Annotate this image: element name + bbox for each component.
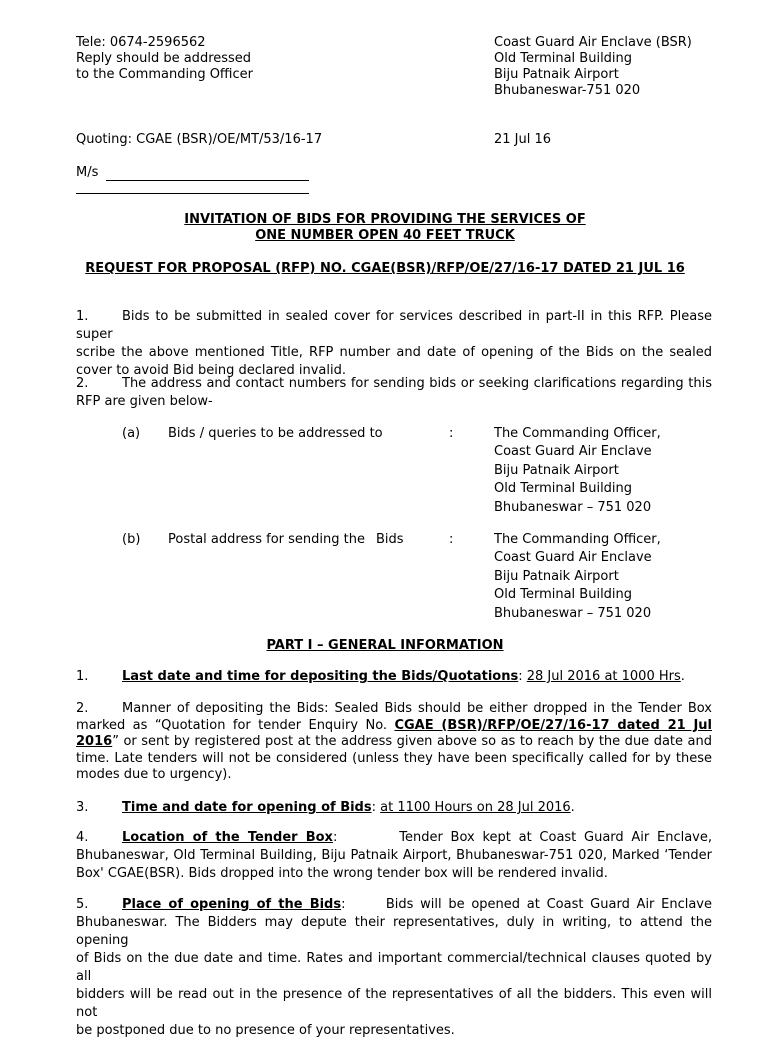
title-line-1: INVITATION OF BIDS FOR PROVIDING THE SERVICES OF <box>184 212 586 227</box>
address-b-colon: : <box>449 532 454 547</box>
letter-date: 21 Jul 16 <box>494 132 552 147</box>
address-a-line-2: Coast Guard Air Enclave <box>494 444 652 459</box>
header-addr-3: Biju Patnaik Airport <box>494 67 619 82</box>
address-a-colon: : <box>449 426 454 441</box>
address-a-desc: Bids / queries to be addressed to <box>168 426 383 441</box>
ms-blank-line-2 <box>76 193 309 194</box>
address-a-label: (a) <box>122 426 141 441</box>
part1-section-2: 2. Manner of depositing the Bids: Sealed Bids should be either dropped in the Tender Box marked as “Quotation for tender Enquiry No. CGAE (BSR)/RFP/OE/27/16-17 dated 21 Jul 2016” or sent by registered post at the address given above so as to reach by the due date and time. Late tenders will not be considered (unless they have been specifically called for by these modes due to urgency). <box>76 701 712 782</box>
section-2-rfp-ref: CGAE (BSR)/RFP/OE/27/16-17 dated 21 Jul <box>394 717 712 733</box>
address-a-line-5: Bhubaneswar – 751 020 <box>494 500 652 515</box>
address-b-desc: Postal address for sending the <box>168 532 365 547</box>
section-3-value: at 1100 Hours on 28 Jul 2016 <box>380 800 571 815</box>
section-1-value: 28 Jul 2016 at 1000 Hrs <box>526 669 681 684</box>
header-addr-4: Bhubaneswar-751 020 <box>494 83 641 98</box>
ms-label: M/s <box>76 165 99 180</box>
intro-2-number: 2. <box>76 376 89 391</box>
section-4-label: Location of the Tender Box <box>122 830 333 845</box>
address-b-label: (b) <box>122 532 141 547</box>
address-b-line-4: Old Terminal Building <box>494 587 633 602</box>
ms-blank-line-1 <box>106 180 309 181</box>
address-a-line-3: Biju Patnaik Airport <box>494 463 619 478</box>
part1-heading: PART I – GENERAL INFORMATION <box>266 638 504 653</box>
address-b-line-5: Bhubaneswar – 751 020 <box>494 606 652 621</box>
part1-section-4: 4. Location of the Tender Box: Tender Box kept at Coast Guard Air Enclave, Bhubaneswar, Old Terminal Building, Biju Patnaik Airport, Bhubaneswar-751 020, Marked ‘Tender Box' CGAE(BSR). Bids dropped into the wrong tender box will be rendered invalid. <box>76 830 713 881</box>
intro-1-number: 1. <box>76 309 89 324</box>
title-line-2: ONE NUMBER OPEN 40 FEET TRUCK <box>255 228 515 243</box>
intro-paragraph-1: 1. Bids to be submitted in sealed cover for services described in part-II in this RFP. Please super scribe the above mentioned Title, RFP number and date of opening of the Bids on the sealed cover to avoid Bid being declared invalid. <box>76 309 712 378</box>
address-b-line-3: Biju Patnaik Airport <box>494 569 619 584</box>
part1-section-1: 1. Last date and time for depositing the Bids/Quotations: 28 Jul 2016 at 1000 Hrs. <box>76 669 685 684</box>
header-addr-1: Coast Guard Air Enclave (BSR) <box>494 35 692 50</box>
section-1-label: Last date and time for depositing the Bids/Quotations <box>122 669 519 684</box>
rfp-title: REQUEST FOR PROPOSAL (RFP) NO. CGAE(BSR)/RFP/OE/27/16-17 DATED 21 JUL 16 <box>85 261 685 276</box>
intro-paragraph-2: 2. The address and contact numbers for sending bids or seeking clarifications regarding this RFP are given below- <box>76 376 712 409</box>
address-a-line-1: The Commanding Officer, <box>494 426 661 441</box>
address-b-line-2: Coast Guard Air Enclave <box>494 550 652 565</box>
address-b-desc-2: Bids <box>376 532 404 547</box>
header-tele: Tele: 0674-2596562 <box>76 35 206 50</box>
part1-section-5: 5. Place of opening of the Bids: Bids will be opened at Coast Guard Air Enclave Bhubaneswar. The Bidders may depute their representatives, duly in writing, to attend the opening of Bids on the due date and time. Rates and important commercial/technical clauses quoted by all bidders will be read out in the presence of the representatives of all the bidders. This even will not be postponed due to no presence of your representatives. <box>76 897 712 1038</box>
section-5-label: Place of opening of the Bids <box>122 897 342 912</box>
header-commanding: to the Commanding Officer <box>76 67 253 82</box>
part1-section-3: 3. Time and date for opening of Bids: at 1100 Hours on 28 Jul 2016. <box>76 800 575 815</box>
quoting-ref: Quoting: CGAE (BSR)/OE/MT/53/16-17 <box>76 132 323 147</box>
header-reply: Reply should be addressed <box>76 51 252 66</box>
address-b-line-1: The Commanding Officer, <box>494 532 661 547</box>
address-a-line-4: Old Terminal Building <box>494 481 633 496</box>
header-addr-2: Old Terminal Building <box>494 51 633 66</box>
section-3-label: Time and date for opening of Bids <box>122 800 372 815</box>
